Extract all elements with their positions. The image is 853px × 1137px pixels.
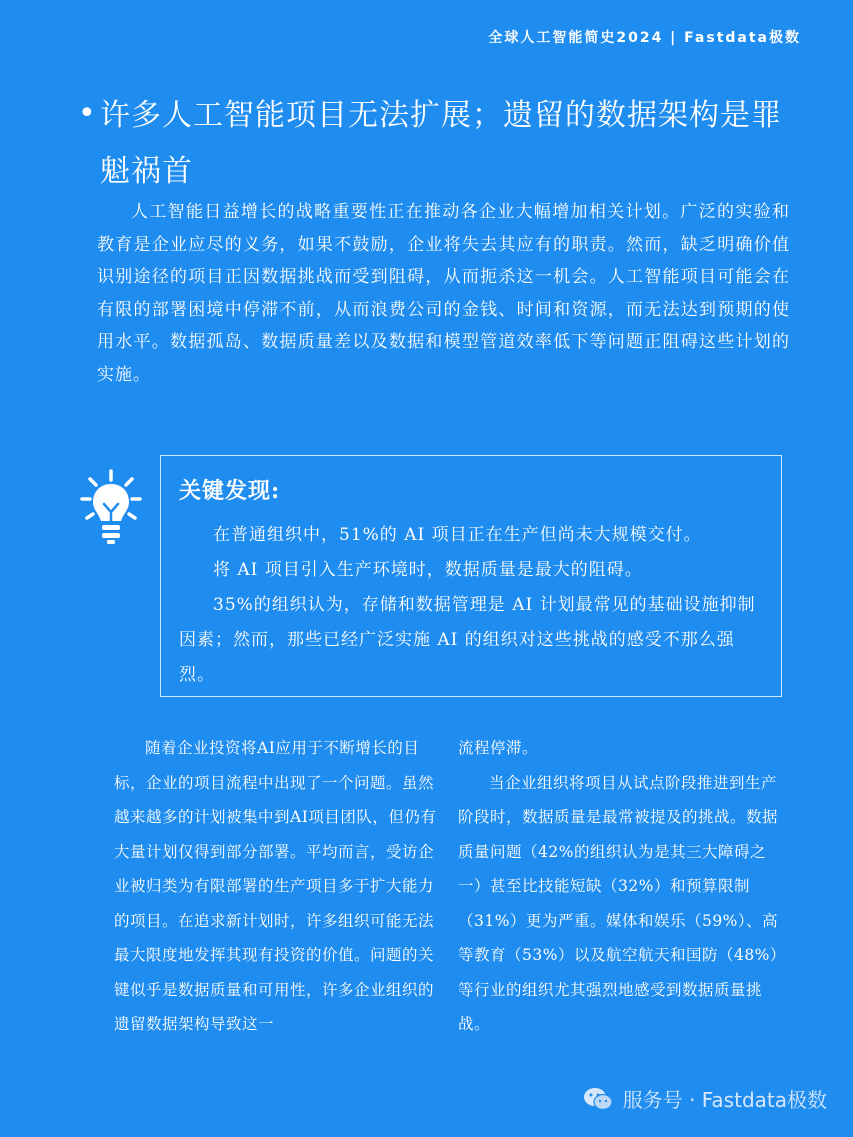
- key-findings-list: [179, 518, 764, 693]
- right-column-paragraph: 当企业组织将项目从试点阶段推进到生产阶段时，数据质量是最常被提及的挑战。数据质量问题（42%的组织认为是其三大障碍之一）甚至比技能短缺（32%）和预算限制（31%）更为严重。媒体和娱乐（59%）、高等教育（53%）以及航空航天和国防（48%）等行业的组织尤其强烈地感受到数据质量挑战。: [458, 773, 779, 1033]
- right-column: [458, 731, 780, 1042]
- left-column-paragraph: 随着企业投资将AI应用于不断增长的目标，企业的项目流程中出现了一个问题。虽然越来越多的计划被集中到AI项目团队，但仍有大量计划仅得到部分部署。平均而言，受访企业被归类为有限部署的生产项目多于扩大能力的项目。在追求新计划时，许多组织可能无法最大限度地发挥其现有投资的价值。问题的关键似乎是数据质量和可用性，许多企业组织的遗留数据架构导致这一: [114, 739, 437, 1033]
- page-title: 许多人工智能项目无法扩展；遗留的数据架构是罪魁祸首: [100, 98, 782, 189]
- key-finding-item: 将 AI 项目引入生产环境时，数据质量是最大的阻碍。: [213, 560, 643, 580]
- key-findings-title: 关键发现:: [179, 478, 281, 504]
- key-findings-box: [160, 455, 782, 697]
- running-header: 全球人工智能简史2024 | Fastdata极数: [488, 30, 801, 46]
- watermark: [583, 1084, 827, 1113]
- key-finding-item: 35%的组织认为，存储和数据管理是 AI 计划最常见的基础设施抑制因素；然而，那些已经广泛实施 AI 的组织对这些挑战的感受不那么强烈。: [179, 595, 756, 685]
- right-column-continuation: 流程停滞。: [458, 739, 539, 757]
- key-finding-item: 在普通组织中，51%的 AI 项目正在生产但尚未大规模交付。: [213, 525, 702, 545]
- lightbulb-icon: [80, 468, 142, 544]
- section-heading: [78, 88, 798, 200]
- title-bullet: •: [78, 96, 96, 131]
- intro-paragraph: 人工智能日益增长的战略重要性正在推动各企业大幅增加相关计划。广泛的实验和教育是企业应尽的义务，如果不鼓励，企业将失去其应有的职责。然而，缺乏明确价值识别途径的项目正因数据挑战而受到阻碍，从而扼杀这一机会。人工智能项目可能会在有限的部署困境中停滞不前，从而浪费公司的金钱、时间和资源，而无法达到预期的使用水平。数据孤岛、数据质量差以及数据和模型管道效率低下等问题正阻碍这些计划的实施。: [97, 202, 790, 385]
- watermark-text: 服务号 · Fastdata极数: [622, 1088, 827, 1112]
- wechat-icon: [583, 1087, 613, 1111]
- left-column: [114, 731, 438, 1042]
